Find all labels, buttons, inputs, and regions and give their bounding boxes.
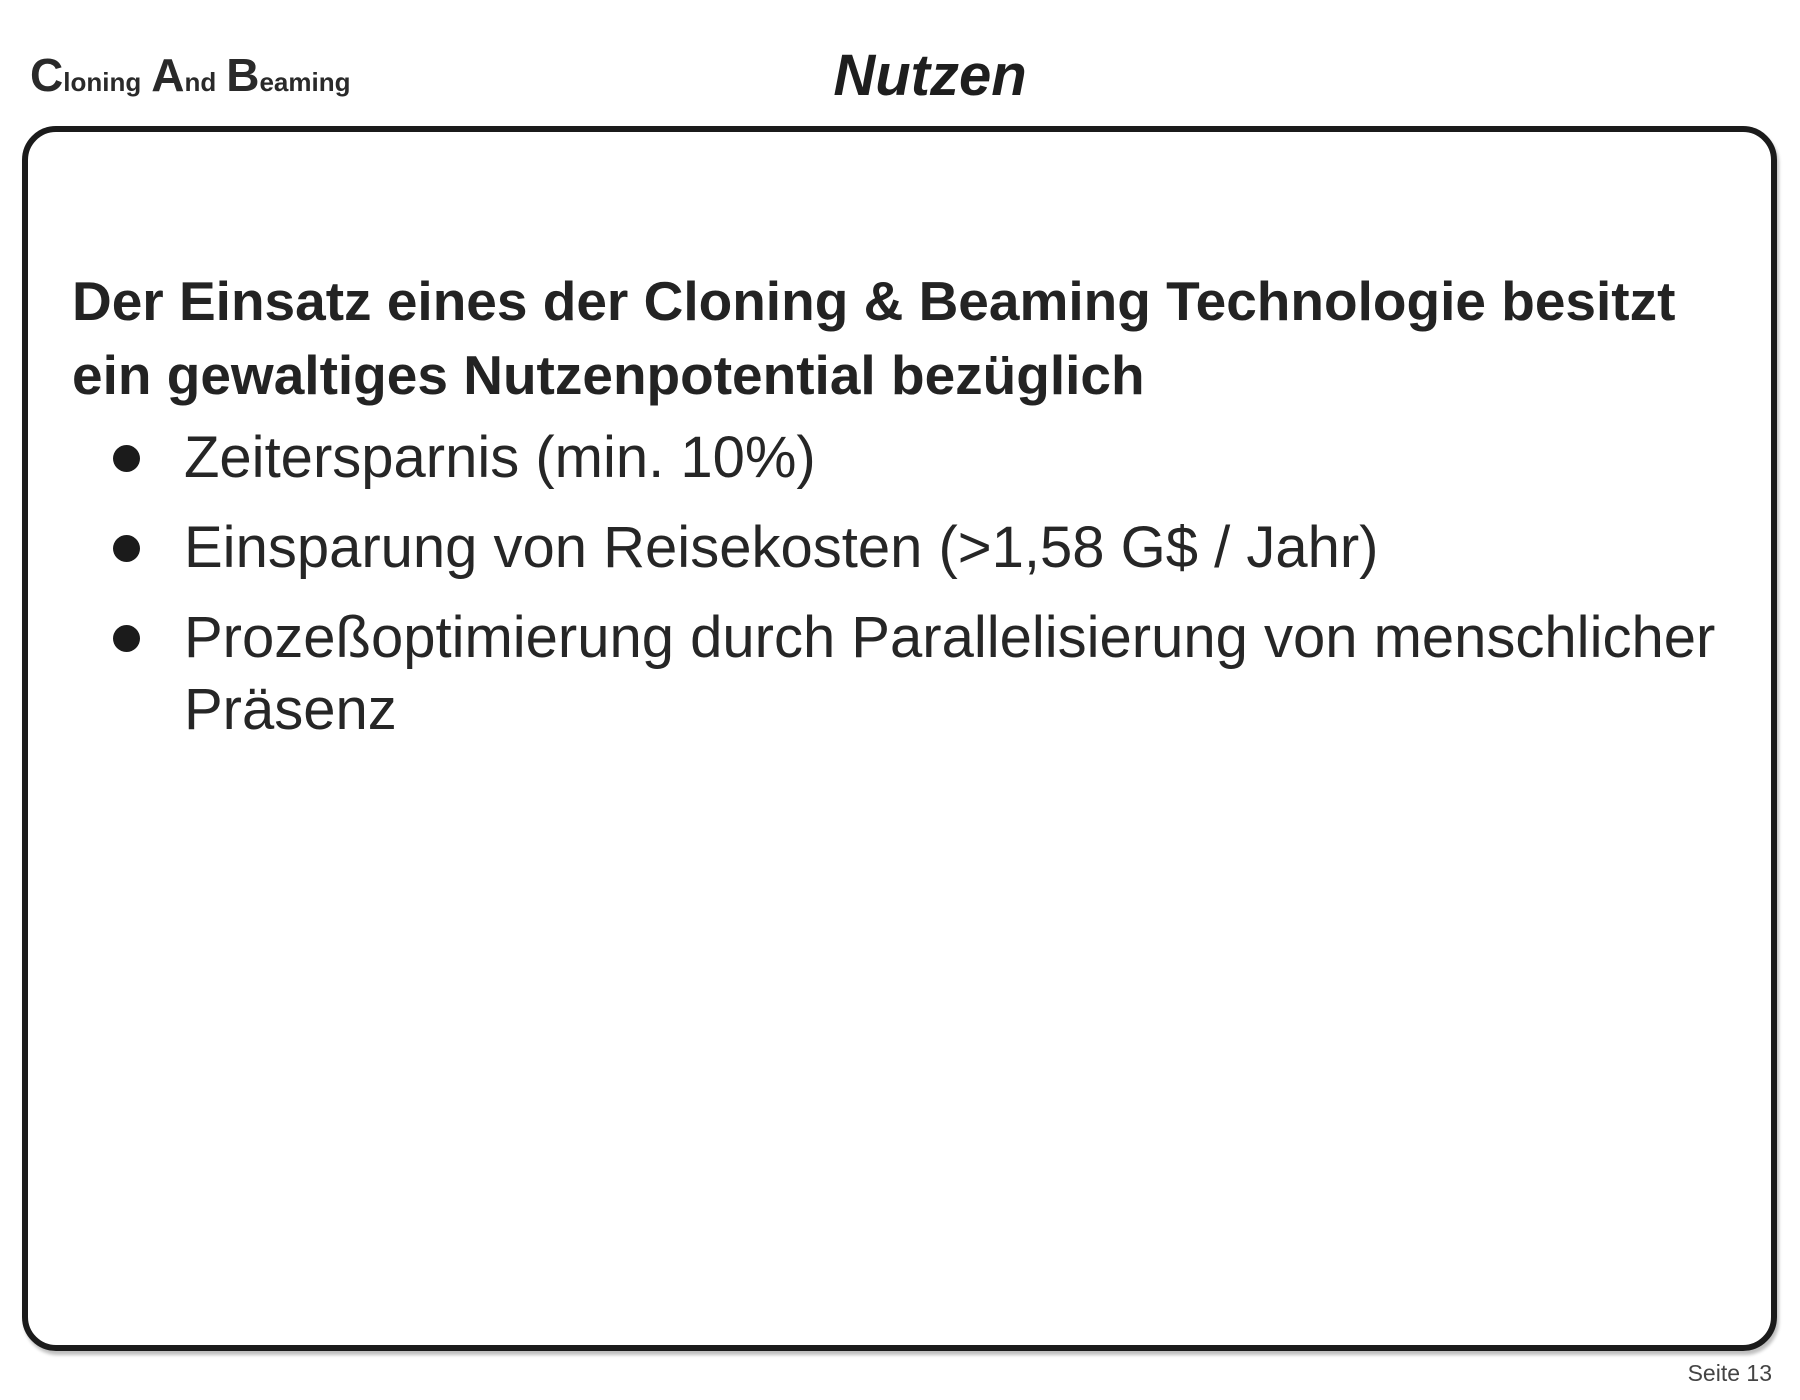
logo-initial-c: C [30, 49, 64, 101]
logo-initial-b: B [226, 49, 260, 101]
bullet-dot-icon [113, 445, 140, 472]
bullet-text: Einsparung von Reisekosten (>1,58 G$ / Jahr) [184, 515, 1379, 580]
list-item [184, 512, 1724, 584]
logo-initial-a: A [151, 49, 185, 101]
page-number: Seite 13 [1687, 1360, 1772, 1386]
logo-word-beaming: eaming [259, 67, 351, 97]
bullet-dot-icon [113, 625, 140, 652]
benefit-list [184, 422, 1724, 764]
logo-word-and: nd [184, 67, 217, 97]
bullet-text: Prozeßoptimierung durch Parallelisierung von menschlicher Präsenz [184, 605, 1716, 742]
list-item [184, 602, 1724, 746]
bullet-dot-icon [113, 535, 140, 562]
slide-title: Nutzen [833, 43, 1027, 108]
logo-word-cloning: loning [63, 67, 142, 97]
intro-text: Der Einsatz eines der Cloning & Beaming Technologie besitzt ein gewaltiges Nutzenpotential bezüglich [72, 270, 1676, 406]
list-item [184, 422, 1724, 494]
bullet-text: Zeitersparnis (min. 10%) [184, 425, 816, 490]
